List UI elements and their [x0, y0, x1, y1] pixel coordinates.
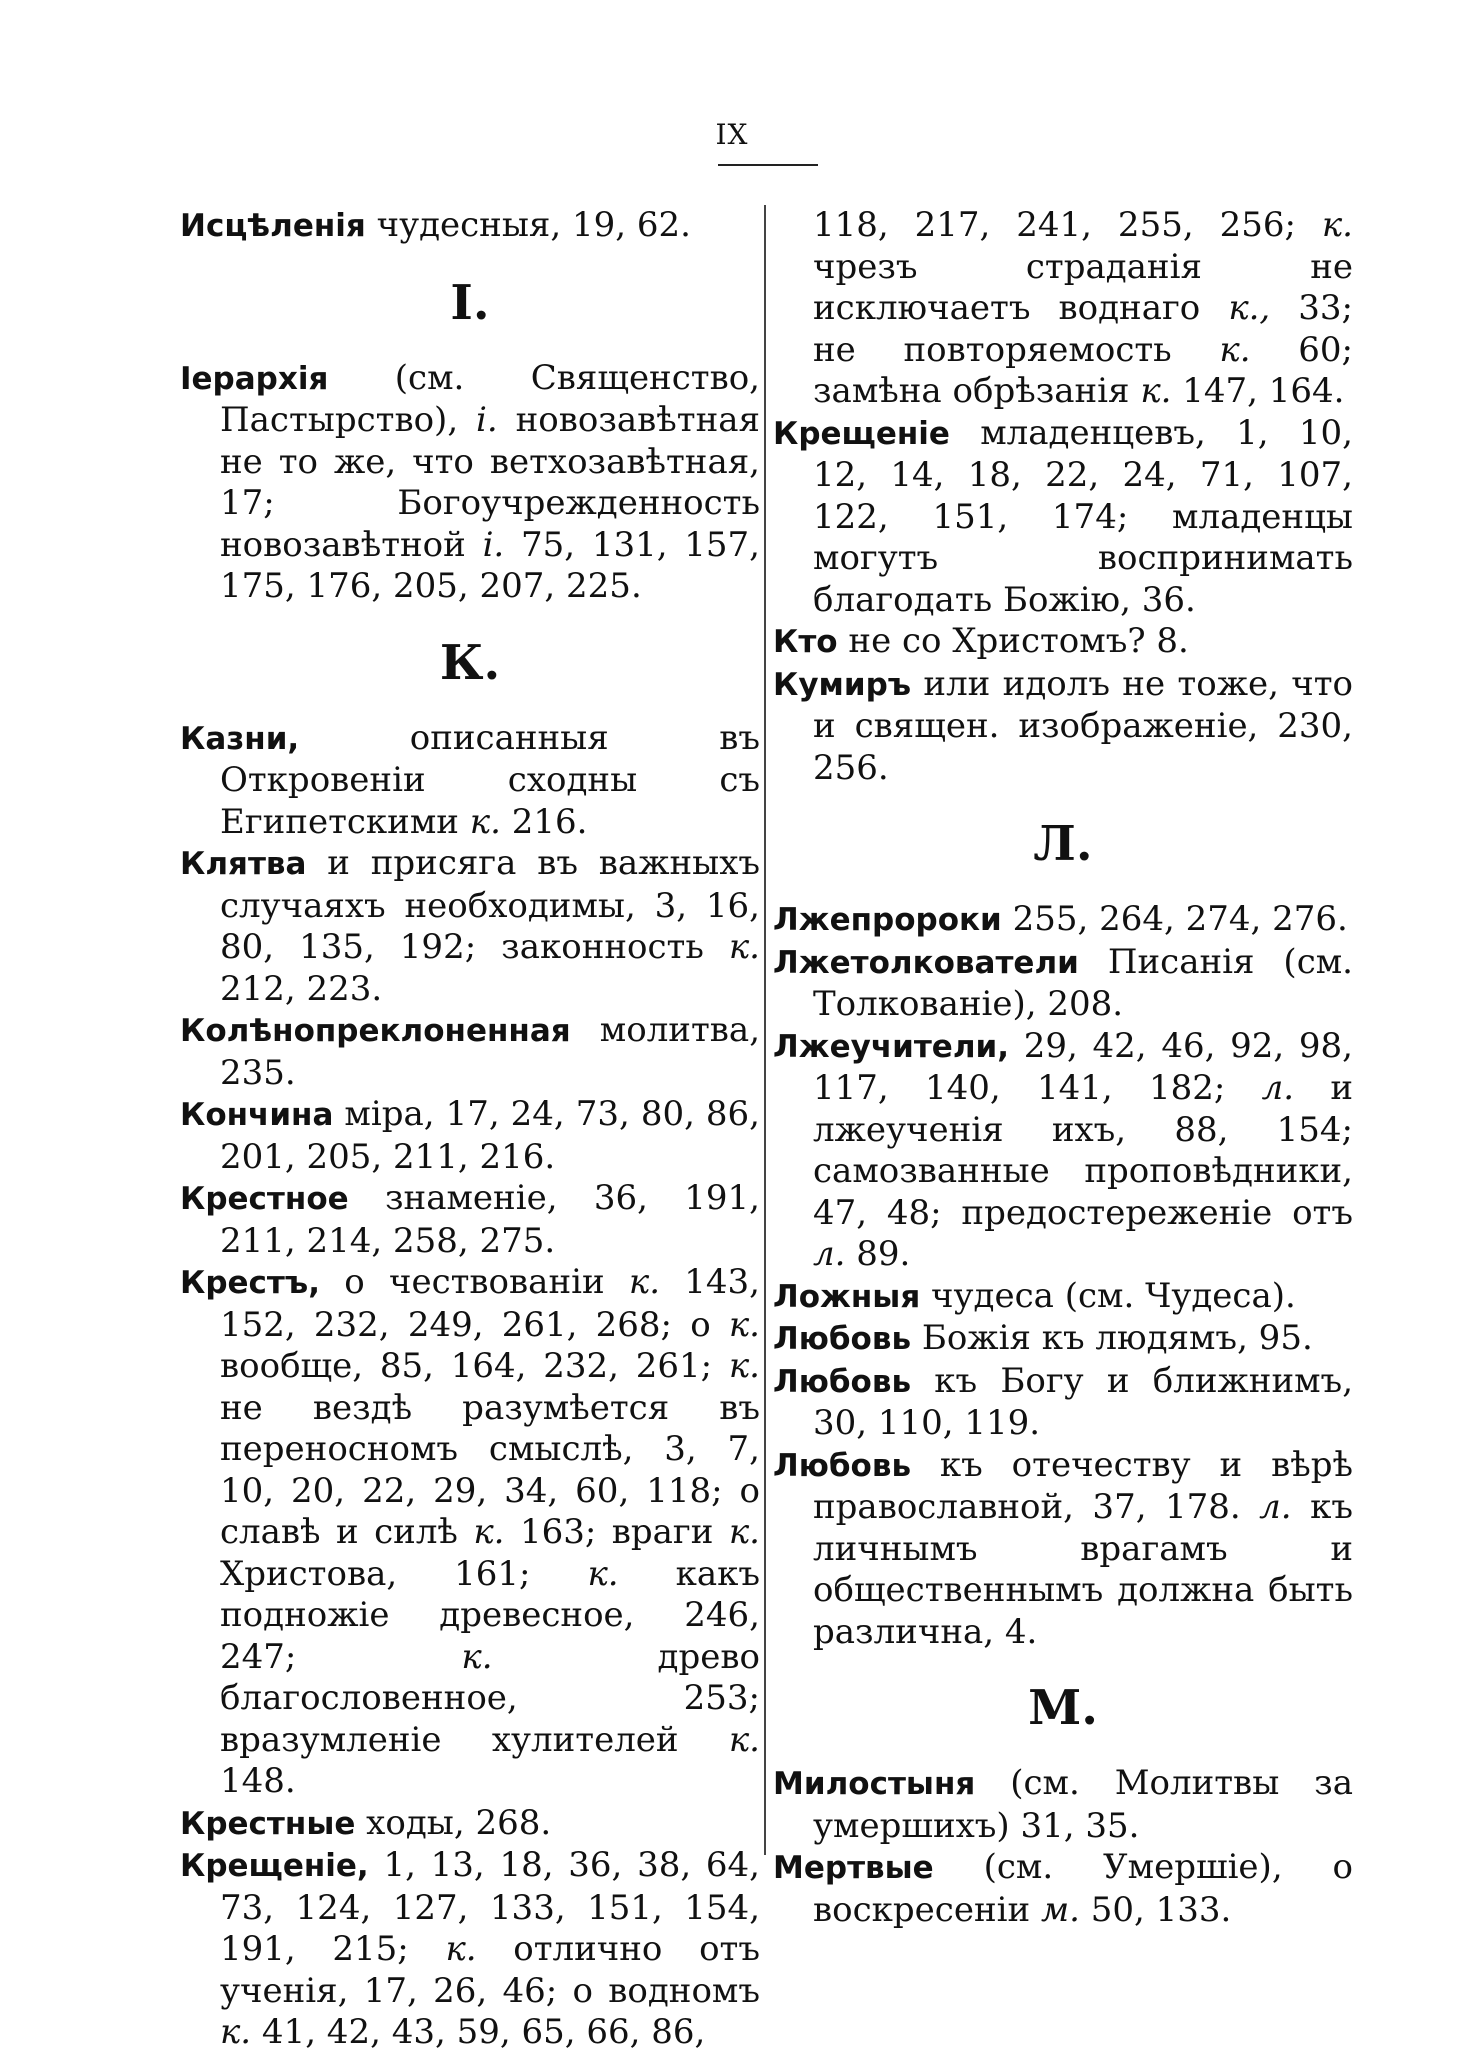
entry-text: отлично отъ ученія, 17, 26, 46; о водномъ: [220, 1929, 760, 2011]
entry-headword: Крещеніе,: [180, 1848, 369, 1884]
entry-abbrev: л.: [1259, 1487, 1292, 1527]
entry-text: не со Христомъ? 8.: [837, 621, 1189, 661]
index-entry: [773, 1847, 1353, 1931]
entry-text: чудеса (см. Чудеса).: [920, 1275, 1296, 1316]
entry-abbrev: к.: [728, 1304, 760, 1345]
entry-text: міра, 17, 24, 73, 80, 86, 201, 205, 211, 216.: [220, 1094, 760, 1177]
entry-headword: Любовь: [773, 1447, 912, 1484]
entry-text: 118, 217, 241, 255, 256;: [813, 205, 1322, 245]
entry-abbrev: к.: [1321, 205, 1353, 245]
entry-text: и лжеученія ихъ, 88, 154; самозванные проповѣдники, 47, 48; предостереженіе отъ: [813, 1068, 1353, 1233]
index-entry: [180, 205, 760, 248]
index-entry: [773, 413, 1353, 622]
entry-text: младенцевъ, 1, 10, 12, 14, 18, 22, 24, 71, 107, 122, 151, 174; младенцы могутъ воспринимать благодать Божію, 36.: [813, 412, 1353, 620]
entry-text: описанныя въ Откровеніи сходны съ Египетскими: [220, 717, 760, 842]
entry-text: знаменіе, 36, 191, 211, 214, 258, 275.: [220, 1178, 760, 1261]
entry-headword: Клятва: [180, 846, 307, 882]
entry-text: или идолъ не тоже, что и священ. изображеніе, 230, 256.: [813, 663, 1353, 788]
entry-abbrev: к.: [445, 1929, 477, 1969]
entry-text: (см. Молитвы за умершихъ) 31, 35.: [813, 1763, 1353, 1846]
entry-text: Писанія (см. Толкованіе), 208.: [813, 941, 1353, 1024]
entry-headword: Любовь: [773, 1363, 912, 1400]
entry-text: къ Богу и ближнимъ, 30, 110, 119.: [813, 1360, 1353, 1443]
entry-text: къ личнымъ врагамъ и общественнымъ должна быть различна, 4.: [813, 1487, 1353, 1652]
entry-text: 29, 42, 46, 92, 98, 117, 140, 141, 182;: [813, 1025, 1353, 1108]
index-entry: [773, 1276, 1353, 1319]
entry-abbrev: к.: [469, 801, 501, 842]
entry-text: 163; враги: [504, 1512, 729, 1552]
entry-text: къ отечеству и вѣрѣ православной, 37, 178.: [813, 1444, 1353, 1527]
page-number-rule: [718, 164, 818, 166]
entry-abbrev: і.: [476, 400, 498, 440]
section-letter-l: Л.: [1033, 816, 1093, 872]
index-entry: [180, 1094, 760, 1178]
entry-text: ходы, 268.: [355, 1802, 552, 1843]
entry-continuation: [773, 205, 1353, 413]
column-divider: [764, 205, 766, 1855]
entry-text: 212, 223.: [220, 968, 383, 1009]
section-letter-k: К.: [439, 634, 501, 691]
entry-text: 216.: [500, 801, 588, 842]
entry-abbrev: л.: [813, 1234, 846, 1274]
entry-abbrev: к.: [220, 2012, 252, 2052]
index-entry: [773, 899, 1353, 942]
entry-text: 148.: [220, 1761, 296, 1801]
entry-text: Христова, 161;: [220, 1553, 588, 1594]
entry-text: и присяга въ важныхъ случаяхъ необходимы, 3, 16, 80, 135, 192; законность: [220, 843, 760, 967]
entry-abbrev: к.: [1219, 329, 1251, 370]
entry-text: о чествованіи: [319, 1262, 629, 1302]
entry-abbrev: к.: [728, 1346, 760, 1386]
entry-headword: Мертвые: [773, 1850, 934, 1886]
entry-text: 50, 133.: [1079, 1889, 1232, 1930]
entry-abbrev: к.: [728, 1719, 760, 1760]
entry-text: какъ подножіе древесное, 246, 247;: [220, 1553, 760, 1677]
entry-abbrev: к.: [728, 1512, 760, 1552]
entry-text: 75, 131, 157, 175, 176, 205, 207, 225.: [220, 524, 760, 606]
entry-abbrev: м.: [1040, 1889, 1080, 1930]
index-entry: [773, 942, 1353, 1026]
entry-text: 255, 264, 274, 276.: [1001, 899, 1348, 939]
index-entry: [180, 1010, 760, 1094]
entry-headword: Любовь: [773, 1321, 912, 1357]
entry-headword: Милостыня: [773, 1766, 976, 1802]
entry-abbrev: к.: [628, 1262, 661, 1302]
entry-abbrev: к.: [587, 1553, 619, 1594]
index-entry: [773, 1318, 1353, 1361]
entry-text: вообще, 85, 164, 232, 261;: [220, 1346, 729, 1386]
entry-text: чудесныя, 19, 62.: [365, 205, 691, 245]
entry-text: 143, 152, 232, 249, 261, 268; о: [220, 1262, 760, 1345]
entry-text: 41, 42, 43, 59, 65, 66, 86,: [251, 2012, 706, 2052]
entry-abbrev: к.: [728, 927, 760, 967]
index-entry: [180, 358, 760, 608]
section-letter-m: М.: [1028, 1680, 1098, 1736]
right-column: [773, 205, 1353, 1931]
entry-headword: Іерархія: [180, 360, 329, 397]
index-entry: [180, 843, 760, 1010]
entry-text: 89.: [845, 1234, 911, 1274]
page-number: IX: [715, 118, 749, 151]
entry-text: не вездѣ разумѣется въ переносномъ смыслѣ, 3, 7, 10, 20, 22, 29, 34, 60, 118; о славѣ и силѣ: [220, 1387, 760, 1552]
entry-headword: Колѣнопреклоненная: [180, 1013, 571, 1049]
entry-abbrev: к.: [461, 1636, 493, 1677]
entry-headword: Исцѣленія: [180, 208, 366, 244]
index-entry: [180, 1803, 760, 1846]
entry-headword: Лжепророки: [773, 902, 1002, 938]
entry-headword: Казни,: [180, 720, 300, 757]
entry-text: 1, 13, 18, 36, 38, 64, 73, 124, 127, 133, 151, 154, 191, 215;: [220, 1845, 760, 1969]
entry-abbrev: к.: [473, 1512, 505, 1552]
index-entry: [773, 1361, 1353, 1445]
entry-headword: Кончина: [180, 1097, 334, 1133]
entry-text: 33; не повторяемость: [813, 288, 1353, 370]
entry-headword: Крестъ,: [180, 1265, 320, 1301]
entry-headword: Крестные: [180, 1805, 356, 1842]
entry-text: чрезъ страданія не исключаетъ воднаго: [813, 246, 1353, 328]
entry-text: древо благословенное, 253; вразумленіе хулителей: [220, 1636, 760, 1760]
entry-abbrev: к.: [1140, 371, 1172, 411]
entry-abbrev: к.,: [1228, 288, 1271, 328]
entry-headword: Крестное: [180, 1181, 349, 1217]
entry-text: 147, 164.: [1171, 371, 1345, 411]
entry-headword: Крещеніе: [773, 415, 950, 452]
section-letter-i: І.: [450, 274, 490, 331]
entry-headword: Ложныя: [773, 1278, 921, 1315]
index-entry: [773, 1026, 1353, 1276]
entry-text: 60; замѣна обрѣзанія: [813, 329, 1354, 411]
entry-abbrev: л.: [1261, 1068, 1295, 1108]
index-entry: [180, 1178, 760, 1262]
index-entry: [180, 1262, 760, 1803]
entry-text: (см. Священство, Пастырство),: [220, 357, 760, 440]
entry-text: новозавѣтная не то же, что ветхозавѣтная, 17; Богоучрежденность новозавѣтной: [220, 400, 760, 565]
index-entry: [180, 718, 760, 844]
entry-headword: Кумиръ: [773, 666, 912, 703]
entry-headword: Кто: [773, 624, 838, 660]
entry-text: молитва, 235.: [220, 1010, 760, 1093]
left-column: [180, 205, 760, 2054]
entry-abbrev: і.: [482, 524, 505, 565]
entry-headword: Лжеучители,: [773, 1028, 1010, 1065]
index-entry: [773, 664, 1353, 790]
entry-text: Божія къ людямъ, 95.: [911, 1318, 1313, 1358]
entry-text: (см. Умершіе), о воскресеніи: [813, 1847, 1353, 1930]
index-entry: [180, 1845, 760, 2054]
index-entry: [773, 1445, 1353, 1654]
entry-headword: Лжетолкователи: [773, 944, 1079, 981]
index-entry: [773, 1763, 1353, 1847]
index-entry: [773, 621, 1353, 664]
